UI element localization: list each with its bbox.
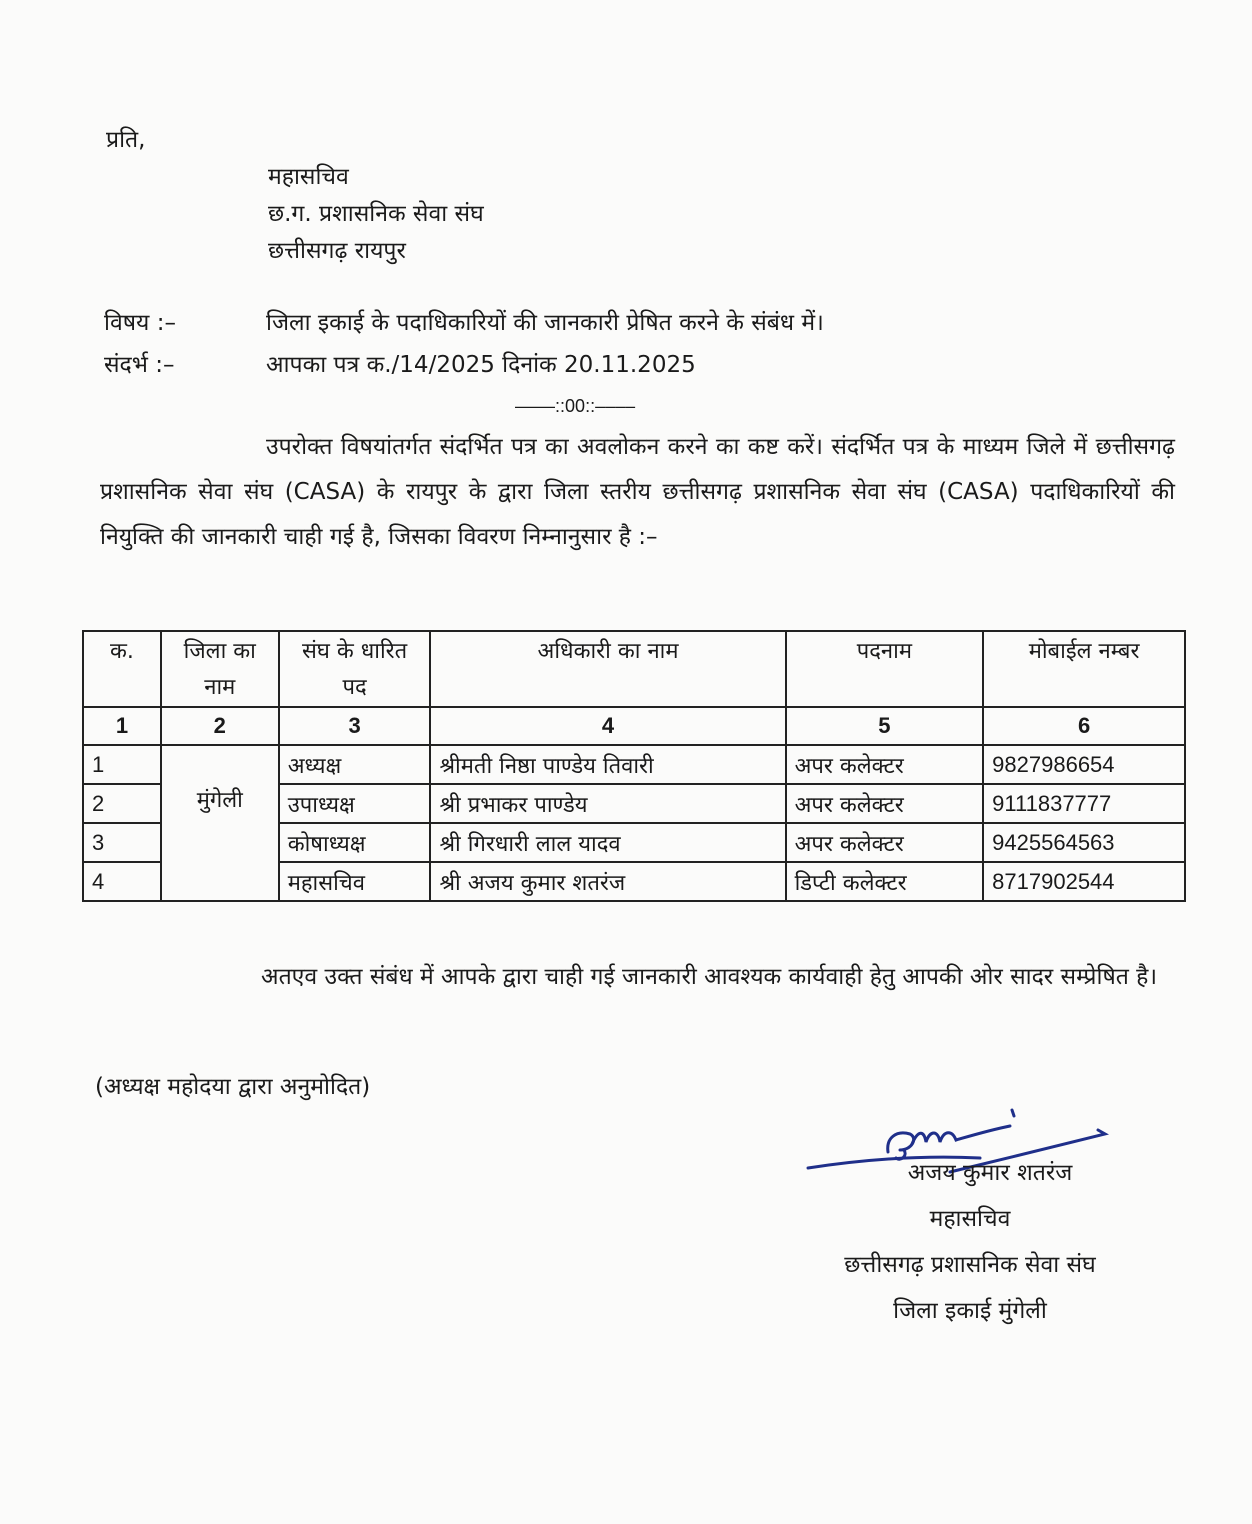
header-district: जिला का नाम [161,631,279,707]
recipient-organization: छ.ग. प्रशासनिक सेवा संघ [268,201,484,227]
closing-paragraph-text: अतएव उक्त संबंध में आपके द्वारा चाही गई जानकारी आवश्यक कार्यवाही हेतु आपकी ओर सादर सम्प्रेषित है। [261,964,1158,990]
recipient-location: छत्तीसगढ़ रायपुर [268,238,406,264]
designation-cell: डिप्टी कलेक्टर [786,862,984,901]
serial-cell: 3 [83,823,161,862]
table-header-row [83,631,1185,707]
column-number: 6 [983,707,1185,745]
mobile-cell: 8717902544 [983,862,1185,901]
signatory-title: महासचिव [929,1206,1011,1232]
salutation: प्रति, [106,127,146,153]
officers-table [82,630,1186,902]
designation-cell: अपर कलेक्टर [786,784,984,823]
column-number-row [83,707,1185,745]
mobile-cell: 9425564563 [983,823,1185,862]
designation-cell: अपर कलेक्टर [786,745,984,784]
officer-name-cell: श्री प्रभाकर पाण्डेय [430,784,785,823]
serial-cell: 1 [83,745,161,784]
officer-name-cell: श्रीमती निष्ठा पाण्डेय तिवारी [430,745,785,784]
body-paragraph-text: उपरोक्त विषयांतर्गत संदर्भित पत्र का अवलोकन करने का कष्ट करें। संदर्भित पत्र के माध्यम जिले में छत्तीसगढ़ प्रशासनिक सेवा संघ (CASA) के रायपुर के द्वारा जिला स्तरीय छत्तीसगढ़ प्रशासनिक सेवा संघ (CASA) पदाधिकारियों की नियुक्ति की जानकारी चाही गई है, जिसका विवरण निम्नानुसार है :– [100,434,1175,550]
reference-text: आपका पत्र क./14/2025 दिनांक 20.11.2025 [266,352,696,378]
subject-label: विषय :– [104,310,176,336]
header-officer-name: अधिकारी का नाम [430,631,785,707]
post-cell: महासचिव [279,862,431,901]
post-cell: उपाध्यक्ष [279,784,431,823]
signatory-organization: छत्तीसगढ़ प्रशासनिक सेवा संघ [844,1252,1096,1278]
recipient-title: महासचिव [268,164,349,190]
designation-cell: अपर कलेक्टर [786,823,984,862]
header-post: संघ के धारित पद [279,631,431,707]
table-row [83,745,1185,784]
header-mobile: मोबाईल नम्बर [983,631,1185,707]
mobile-cell: 9111837777 [983,784,1185,823]
signature-dot [1012,1110,1014,1116]
signatory-name: अजय कुमार शतरंज [907,1160,1073,1186]
column-number: 4 [430,707,785,745]
column-number: 5 [786,707,984,745]
header-serial: क. [83,631,161,707]
separator: ––––::00::–––– [515,396,636,416]
post-cell: कोषाध्यक्ष [279,823,431,862]
column-number: 3 [279,707,431,745]
header-designation: पदनाम [786,631,984,707]
district-cell: मुंगेली [161,745,279,901]
officer-name-cell: श्री अजय कुमार शतरंज [430,862,785,901]
serial-cell: 2 [83,784,161,823]
signature-scribble [912,1126,1010,1144]
body-paragraph [100,425,1175,560]
officer-name-cell: श्री गिरधारी लाल यादव [430,823,785,862]
reference-label: संदर्भ :– [104,352,175,378]
column-number: 2 [161,707,279,745]
serial-cell: 4 [83,862,161,901]
column-number: 1 [83,707,161,745]
signature-block [760,1150,1180,1334]
mobile-cell: 9827986654 [983,745,1185,784]
subject-text: जिला इकाई के पदाधिकारियों की जानकारी प्रेषित करने के संबंध में। [266,310,824,336]
signatory-unit: जिला इकाई मुंगेली [893,1298,1047,1324]
post-cell: अध्यक्ष [279,745,431,784]
approval-note: (अध्यक्ष महोदया द्वारा अनुमोदित) [95,1074,371,1100]
closing-paragraph [95,955,1190,1000]
